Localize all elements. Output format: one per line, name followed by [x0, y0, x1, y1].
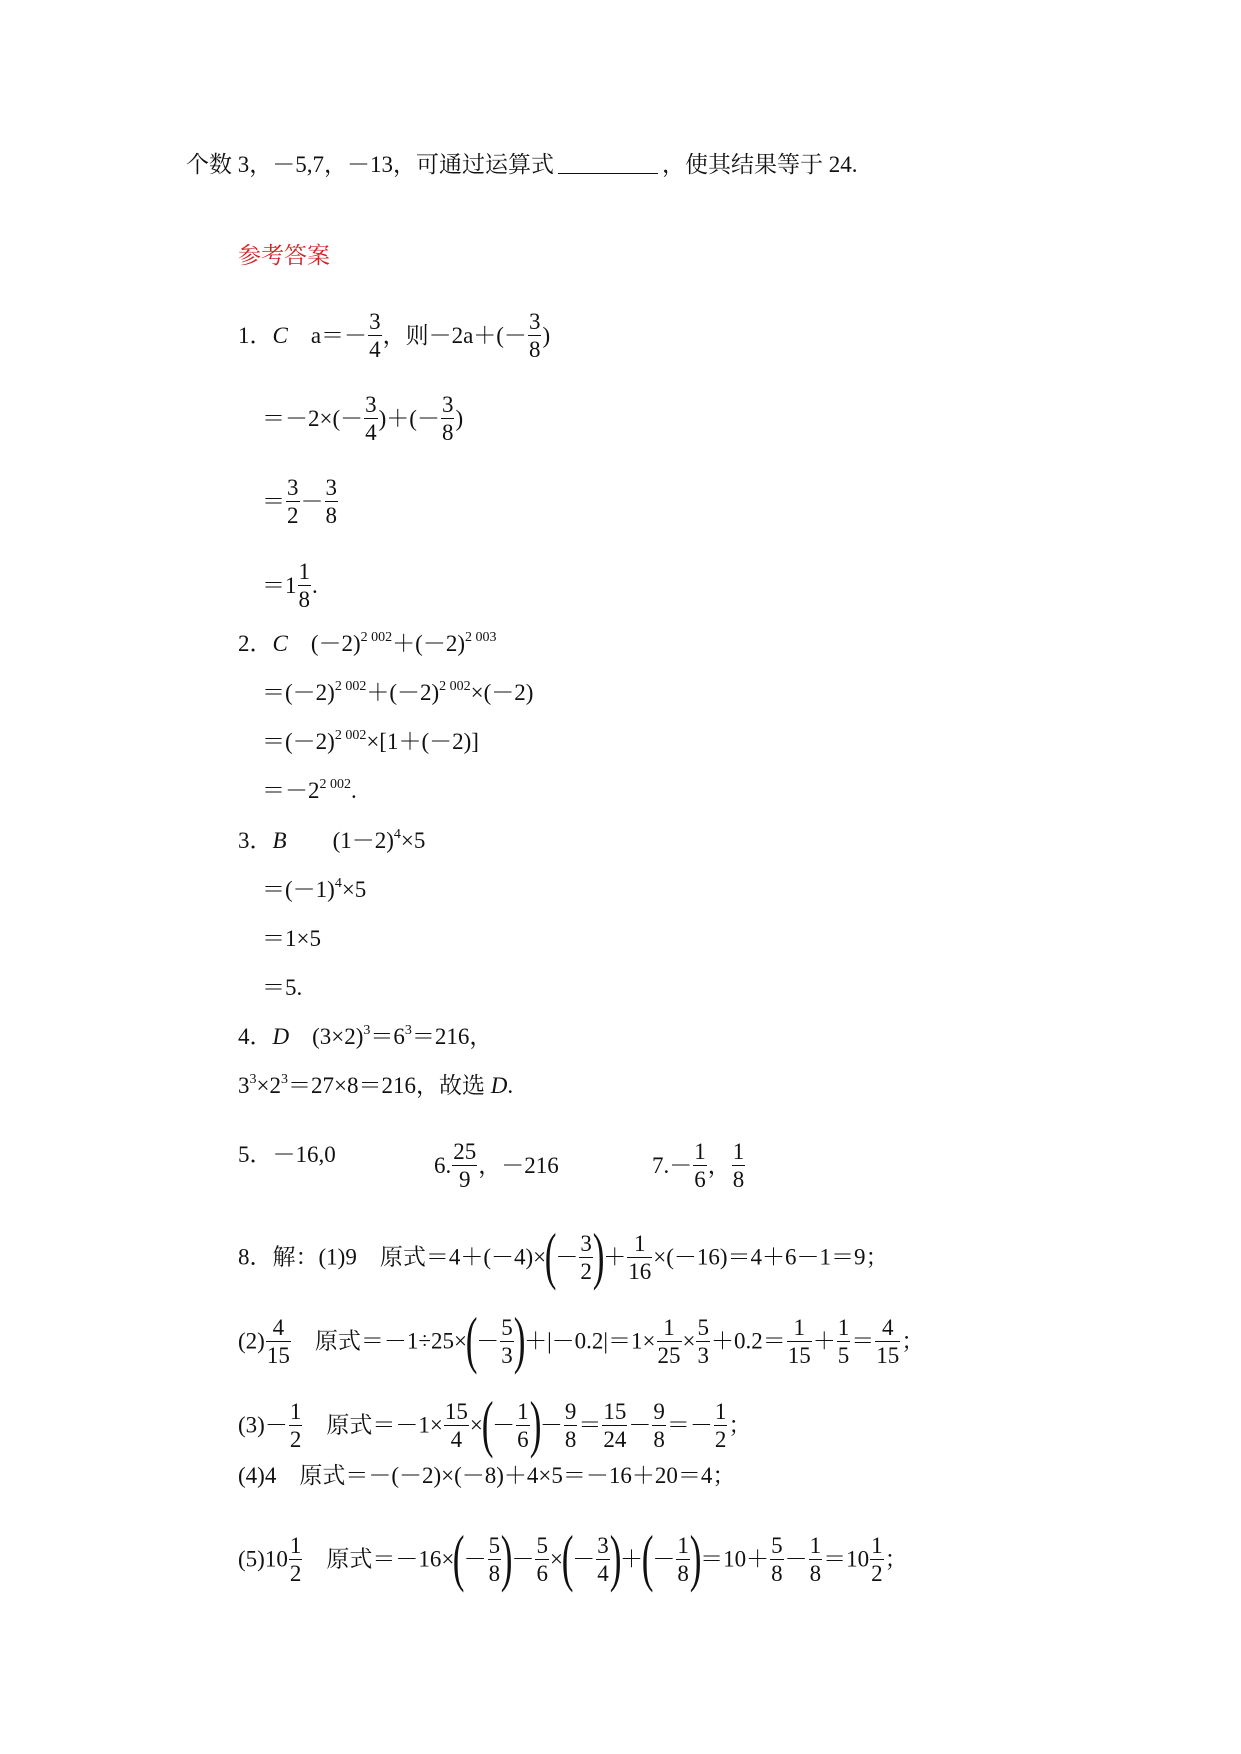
math-text: 8 — [298, 587, 310, 612]
paren-left: ( — [453, 1522, 465, 1593]
math-text: ＝－2×(－ — [262, 405, 364, 431]
question-text-before: 个数 3，－5,7，－13，可通过运算式 — [186, 152, 554, 177]
numerator: 5 — [501, 1314, 513, 1340]
math-text: 15 — [876, 1342, 900, 1368]
math-text: (3×2) — [312, 1024, 364, 1049]
math-text: 2 — [714, 1426, 727, 1452]
math-text: 6. — [434, 1152, 452, 1178]
numerator: 3 — [365, 392, 377, 417]
fraction — [579, 1230, 593, 1285]
fraction — [657, 1314, 682, 1369]
math-text: 3． — [238, 828, 273, 853]
exponent: 2 002 — [439, 679, 471, 694]
math-text: ，－216 — [478, 1152, 559, 1178]
math-text: ， — [707, 1152, 731, 1178]
exponent: 2 002 — [319, 777, 351, 792]
answer-8-line-5 — [238, 1522, 908, 1594]
paren-left: ( — [544, 1220, 557, 1291]
math-text: 7.－ — [652, 1152, 693, 1178]
math-text: 4 — [369, 337, 381, 362]
exponent: 2 002 — [334, 728, 367, 743]
math-text: ＋0.2＝ — [710, 1328, 786, 1354]
numerator: 3 — [369, 309, 381, 334]
answer-1-line-1 — [238, 310, 550, 365]
math-text: ＋(－2) — [366, 680, 440, 705]
numerator: 3 — [287, 475, 299, 500]
numerator: 1 — [298, 559, 310, 584]
fraction — [368, 308, 382, 363]
fraction — [627, 1230, 652, 1285]
numerator: 3 — [528, 309, 541, 334]
fraction — [770, 1532, 784, 1587]
math-text: ＝ — [851, 1328, 875, 1354]
math-text: 2 — [871, 1560, 883, 1586]
fraction — [652, 1398, 666, 1453]
math-text: . — [507, 1073, 514, 1098]
paren-right: ) — [592, 1220, 605, 1291]
answer-2-choice: C — [272, 631, 288, 656]
fraction — [500, 1314, 514, 1369]
numerator: 1 — [627, 1230, 652, 1258]
numerator: 1 — [732, 1139, 745, 1164]
paren-left: ( — [481, 1388, 494, 1459]
math-text: － — [572, 1546, 596, 1572]
math-text: × — [682, 1328, 696, 1354]
answer-2-line-2 — [262, 678, 533, 708]
math-text: ； — [728, 1412, 752, 1438]
math-text: 8 — [488, 1560, 501, 1586]
math-text: ×(－16)＝4＋6－1＝9； — [653, 1244, 889, 1270]
exponent: 3 — [363, 1023, 371, 1038]
math-text: ＝10 — [823, 1546, 870, 1572]
numerator: 9 — [564, 1398, 577, 1424]
fraction — [696, 1314, 710, 1369]
math-text: (1－2) — [332, 828, 394, 853]
paren-right: ) — [529, 1388, 542, 1459]
math-text: ＝10＋ — [700, 1546, 770, 1572]
math-text: ＋ — [812, 1328, 836, 1354]
math-text: 2 — [287, 503, 299, 528]
exponent: 2 002 — [334, 679, 367, 694]
answer-4-line-2 — [238, 1071, 513, 1101]
answer-blank — [558, 151, 658, 174]
answer-6 — [434, 1140, 559, 1195]
numerator: 5 — [697, 1314, 709, 1340]
math-text: ＝－2 — [262, 778, 320, 803]
math-text: 8 — [732, 1167, 745, 1192]
math-text: ＝(－2) — [262, 729, 335, 754]
math-text: 8 — [528, 337, 541, 362]
question-text-after: ，使其结果等于 24. — [662, 152, 858, 177]
fraction — [364, 391, 378, 446]
math-text: 3 — [238, 1073, 250, 1098]
math-text: 4 — [597, 1560, 609, 1586]
math-text: ＝6 — [370, 1024, 405, 1049]
math-text: × — [469, 1412, 483, 1438]
math-text: ) — [542, 322, 551, 348]
answer-heading: 参考答案 — [238, 243, 330, 268]
math-text: 8．解：(1)9 原式＝4＋(－4)× — [238, 1244, 547, 1270]
fraction — [441, 391, 455, 446]
paren-left: ( — [465, 1304, 478, 1375]
math-text: ×2 — [256, 1073, 281, 1098]
numerator: 1 — [871, 1532, 883, 1558]
math-text: 8 — [653, 1426, 665, 1452]
answer-3-line-2 — [262, 875, 366, 905]
math-text: 8 — [809, 1560, 822, 1586]
math-text: － — [784, 1546, 808, 1572]
fraction — [444, 1398, 469, 1453]
exponent: 2 003 — [465, 630, 497, 645]
math-text: － — [555, 1244, 579, 1270]
numerator: 1 — [714, 1398, 727, 1424]
math-text: 2 — [289, 1560, 302, 1586]
math-text: ＝27×8＝216，故选 — [287, 1073, 491, 1098]
math-text: (5)10 — [238, 1546, 288, 1572]
math-text: ×5 — [400, 828, 426, 853]
numerator: 1 — [677, 1532, 689, 1558]
paren-left: ( — [641, 1522, 654, 1593]
fraction — [325, 474, 339, 529]
exponent: 2 002 — [360, 630, 393, 645]
answer-1-choice: C — [272, 322, 288, 348]
math-text: . — [312, 572, 318, 598]
numerator: 3 — [325, 475, 337, 500]
math-text: ×[1＋(－2)] — [366, 729, 479, 754]
numerator: 4 — [266, 1314, 291, 1342]
numerator: 5 — [536, 1532, 548, 1558]
math-text: 2． — [238, 631, 273, 656]
answer-1-line-2 — [262, 393, 463, 448]
fraction — [787, 1314, 812, 1369]
math-text: 原式＝－1× — [303, 1412, 443, 1438]
math-text: 4 — [365, 420, 377, 445]
fraction — [289, 1532, 303, 1587]
math-text: － — [476, 1328, 500, 1354]
math-text: (－2) — [310, 631, 361, 656]
answer-7 — [652, 1140, 746, 1195]
fraction — [452, 1138, 477, 1193]
math-text: ＝ — [578, 1412, 602, 1438]
answer-4-choice: D — [272, 1024, 290, 1049]
math-text: ，则－2a＋(－ — [382, 322, 527, 348]
math-text: ＝1 — [262, 572, 297, 598]
numerator: 4 — [875, 1314, 900, 1342]
fraction — [488, 1532, 502, 1587]
math-text: 8 — [771, 1560, 783, 1586]
math-text: 8 — [325, 503, 337, 528]
math-text: ＝－ — [666, 1412, 713, 1438]
answer-8-line-2 — [238, 1304, 925, 1376]
math-text: ＝(－1) — [262, 877, 335, 902]
numerator: 5 — [771, 1532, 783, 1558]
math-text: . — [351, 778, 357, 803]
math-text: ＝216， — [411, 1024, 493, 1049]
math-text: 8 — [441, 420, 454, 445]
answer-8-line-3 — [238, 1388, 752, 1460]
numerator: 1 — [694, 1139, 706, 1164]
math-text: 6 — [694, 1167, 706, 1192]
math-text: － — [300, 488, 324, 514]
question-line — [186, 150, 858, 180]
math-text: ) — [455, 405, 464, 431]
math-text: － — [539, 1412, 563, 1438]
math-text: (2) — [238, 1328, 265, 1354]
numerator: 15 — [444, 1398, 468, 1424]
math-text: 3 — [697, 1342, 709, 1368]
math-text: 25 — [657, 1342, 681, 1368]
math-text: － — [463, 1546, 487, 1572]
math-text: 3 — [501, 1342, 513, 1368]
math-text: － — [628, 1412, 652, 1438]
math-text: ＋(－2) — [392, 631, 465, 656]
answer-2-line-3 — [262, 727, 479, 757]
paren-left: ( — [561, 1522, 574, 1593]
math-text: 5 — [837, 1342, 850, 1368]
math-text: ×5 — [341, 877, 367, 902]
fraction — [516, 1398, 530, 1453]
fraction — [289, 1398, 303, 1453]
math-text: － — [492, 1412, 516, 1438]
numerator: 9 — [653, 1398, 665, 1424]
math-text: 24 — [603, 1426, 627, 1452]
math-text: a＝－ — [310, 322, 368, 348]
numerator: 1 — [787, 1314, 812, 1342]
math-text: 8 — [677, 1560, 689, 1586]
paren-right: ) — [689, 1522, 702, 1593]
fraction — [602, 1398, 627, 1453]
fraction — [676, 1532, 690, 1587]
math-text: ； — [884, 1546, 908, 1572]
fraction — [528, 308, 542, 363]
paren-right: ) — [609, 1522, 622, 1593]
math-text: ＋ — [620, 1546, 644, 1572]
math-text: ＝ — [262, 488, 285, 514]
math-text: 1． — [238, 322, 273, 348]
math-text: D — [490, 1073, 508, 1098]
fraction — [535, 1532, 549, 1587]
math-text: 原式＝－16× — [303, 1546, 455, 1572]
math-text: × — [549, 1546, 563, 1572]
answer-3-choice: B — [272, 828, 287, 853]
answer-5: 5．－16,0 — [238, 1142, 336, 1167]
exponent: 3 — [249, 1072, 257, 1087]
answer-1-line-4 — [262, 560, 318, 615]
math-text: 4． — [238, 1024, 273, 1049]
fraction — [596, 1532, 610, 1587]
answer-2-line-1 — [238, 629, 497, 659]
paren-right: ) — [500, 1522, 513, 1593]
math-text: ＝(－2) — [262, 680, 335, 705]
math-text: 原式＝－1÷25× — [291, 1328, 467, 1354]
numerator: 15 — [603, 1398, 627, 1424]
math-text: (3)－ — [238, 1412, 288, 1438]
numerator: 3 — [441, 392, 454, 417]
fraction — [693, 1138, 707, 1193]
exponent: 3 — [404, 1023, 412, 1038]
paren-right: ) — [513, 1304, 526, 1375]
math-text: 2 — [580, 1258, 592, 1284]
math-text: ＋ — [603, 1244, 627, 1270]
numerator: 1 — [289, 1398, 302, 1424]
math-text: 15 — [266, 1342, 290, 1368]
fraction — [266, 1314, 291, 1369]
exponent: 4 — [393, 827, 401, 842]
fraction — [870, 1532, 884, 1587]
exponent: 3 — [280, 1072, 288, 1087]
numerator: 1 — [837, 1314, 850, 1340]
numerator: 25 — [453, 1139, 477, 1164]
math-text: － — [511, 1546, 535, 1572]
numerator: 3 — [580, 1230, 592, 1256]
fraction — [298, 558, 312, 613]
exponent: 4 — [334, 876, 342, 891]
math-text: 2 — [289, 1426, 302, 1452]
math-text: ＋|－0.2|＝1× — [524, 1328, 656, 1354]
answer-1-line-3 — [262, 476, 339, 531]
fraction — [809, 1532, 823, 1587]
math-text: 8 — [564, 1426, 577, 1452]
math-text: 16 — [628, 1258, 652, 1284]
fraction — [732, 1138, 746, 1193]
math-text: ； — [901, 1328, 925, 1354]
math-text: － — [652, 1546, 676, 1572]
numerator: 5 — [488, 1532, 501, 1558]
numerator: 1 — [517, 1398, 529, 1424]
fraction — [714, 1398, 728, 1453]
answer-3-line-4: ＝5. — [262, 975, 303, 1000]
answer-4-line-1 — [238, 1022, 492, 1052]
math-text: ×(－2) — [470, 680, 534, 705]
fraction — [875, 1314, 900, 1369]
answer-2-line-4 — [262, 776, 357, 806]
numerator: 1 — [657, 1314, 682, 1342]
answer-8-line-4: (4)4 原式＝－(－2)×(－8)＋4×5＝－16＋20＝4； — [238, 1463, 736, 1488]
math-text: )＋(－ — [378, 405, 440, 431]
math-text: 4 — [450, 1426, 463, 1452]
math-text: 15 — [787, 1342, 811, 1368]
math-text: 6 — [517, 1426, 529, 1452]
answer-3-line-1 — [238, 826, 425, 856]
math-text: 6 — [536, 1560, 548, 1586]
answer-8-line-1 — [238, 1220, 889, 1292]
fraction — [286, 474, 300, 529]
answer-3-line-3: ＝1×5 — [262, 926, 321, 951]
numerator: 3 — [597, 1532, 609, 1558]
fraction — [564, 1398, 578, 1453]
math-text: 9 — [459, 1167, 471, 1192]
numerator: 1 — [289, 1532, 302, 1558]
numerator: 1 — [809, 1532, 822, 1558]
fraction — [837, 1314, 851, 1369]
